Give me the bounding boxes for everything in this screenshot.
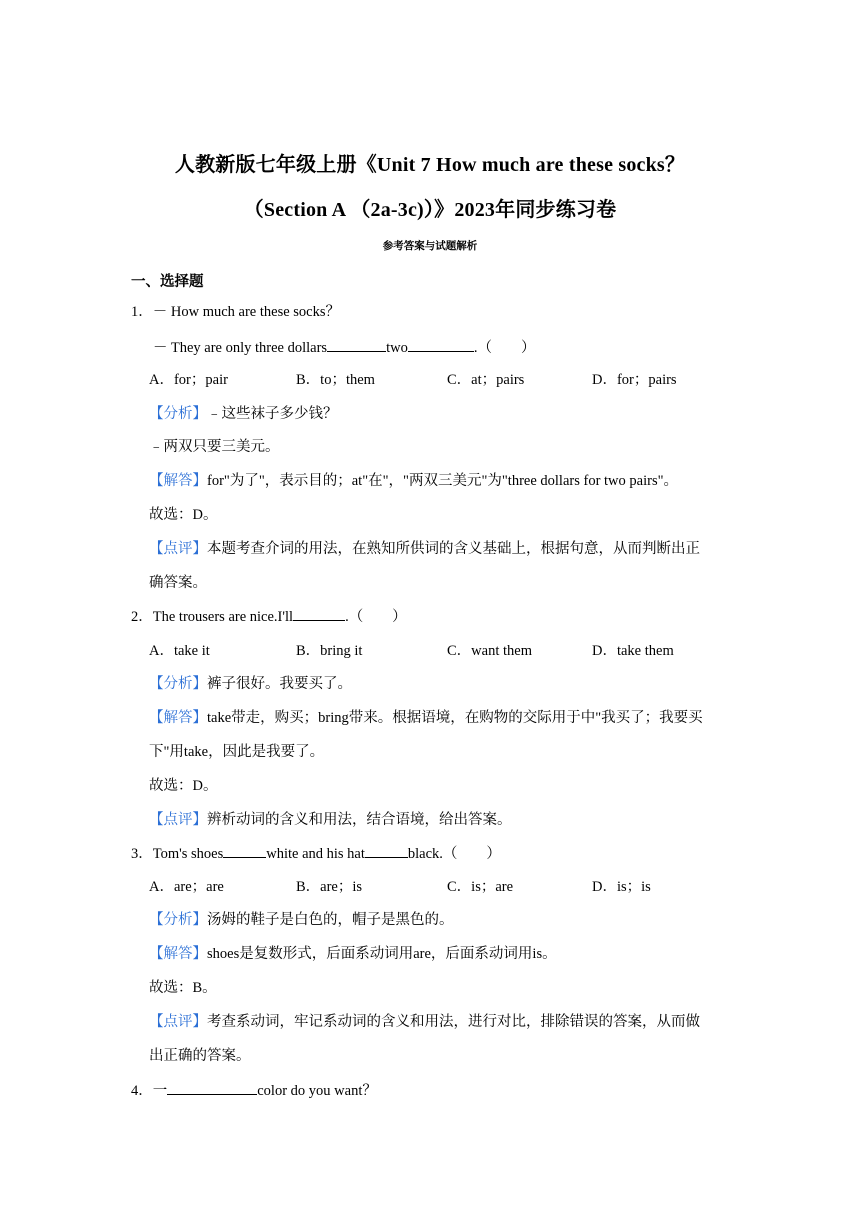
choice-text: 故选：B。 bbox=[149, 980, 217, 996]
comment-line bbox=[149, 1012, 700, 1032]
question-number: 2． bbox=[131, 609, 153, 625]
question-number: 1． bbox=[131, 304, 153, 320]
answer-blank bbox=[327, 337, 386, 352]
document-subtitle: 参考答案与试题解析 bbox=[382, 241, 478, 252]
analysis-label: 【分析】 bbox=[149, 406, 207, 422]
question-text: － They are only three dollars bbox=[153, 340, 328, 356]
option-d: D．for；pairs bbox=[592, 372, 677, 388]
comment-text: 辨析动词的含义和用法，结合语境，给出答案。 bbox=[207, 812, 512, 828]
analysis-text: 汤姆的鞋子是白色的，帽子是黑色的。 bbox=[207, 912, 454, 928]
option-a: A．take it bbox=[149, 643, 210, 659]
option-b: B．are；is bbox=[296, 879, 363, 895]
analysis-line bbox=[149, 674, 352, 694]
question-text: two bbox=[386, 340, 408, 356]
analysis-label: 【分析】 bbox=[149, 676, 207, 692]
answer-label: 【解答】 bbox=[149, 473, 207, 489]
answer-blank bbox=[223, 843, 266, 858]
section-heading: 一、选择题 bbox=[131, 274, 204, 290]
analysis-text: ﹣这些袜子多少钱？ bbox=[207, 406, 338, 422]
answer-blank bbox=[167, 1080, 257, 1095]
comment-line bbox=[149, 810, 512, 830]
question-stem bbox=[131, 1080, 377, 1101]
answer-label: 【解答】 bbox=[149, 710, 207, 726]
question-text: .（ ） bbox=[473, 340, 536, 356]
answer-line bbox=[149, 471, 678, 491]
question-text: － How much are these socks？ bbox=[152, 304, 340, 320]
analysis-label: 【分析】 bbox=[149, 912, 207, 928]
option-c: C．want them bbox=[447, 643, 532, 659]
question-text: white and his hat bbox=[266, 846, 365, 862]
question-text: .（ ） bbox=[345, 609, 407, 625]
analysis-line bbox=[149, 404, 338, 424]
answer-text: for"为了"，表示目的；at"在"，"两双三美元"为"three dollars for two pairs"。 bbox=[207, 473, 679, 489]
option-d: D．take them bbox=[592, 643, 674, 659]
answer-blank bbox=[293, 606, 345, 621]
option-d: D．is；is bbox=[592, 879, 651, 895]
question-text: color do you want？ bbox=[257, 1083, 377, 1099]
question-text: Tom's shoes bbox=[152, 846, 224, 862]
answer-line bbox=[149, 944, 557, 964]
option-c: C．is；are bbox=[447, 879, 514, 895]
question-text: The trousers are nice.I'll bbox=[152, 609, 294, 625]
choice-text: 故选：D。 bbox=[149, 778, 218, 794]
comment-text: 考查系动词，牢记系动词的含义和用法，进行对比，排除错误的答案，从而做 bbox=[207, 1014, 700, 1030]
option-a: A．for；pair bbox=[149, 372, 228, 388]
answer-blank bbox=[408, 337, 474, 352]
question-text: 一 bbox=[152, 1083, 168, 1099]
comment-text: 出正确的答案。 bbox=[149, 1048, 251, 1064]
option-b: B．bring it bbox=[296, 643, 363, 659]
comment-text: 本题考查介词的用法，在熟知所供词的含义基础上，根据句意，从而判断出正 bbox=[207, 541, 700, 557]
question-stem bbox=[131, 606, 407, 627]
answer-label: 【解答】 bbox=[149, 946, 207, 962]
question-stem bbox=[131, 302, 340, 322]
answer-text: shoes是复数形式，后面系动词用are，后面系动词用is。 bbox=[207, 946, 557, 962]
analysis-line bbox=[149, 910, 454, 930]
answer-line bbox=[149, 708, 703, 728]
question-number: 3． bbox=[131, 846, 153, 862]
answer-blank bbox=[365, 843, 408, 858]
question-number: 4． bbox=[131, 1083, 153, 1099]
choice-text: 故选：D。 bbox=[149, 507, 218, 523]
option-b: B．to；them bbox=[296, 372, 375, 388]
comment-label: 【点评】 bbox=[149, 1014, 207, 1030]
question-stem-line-2 bbox=[153, 337, 535, 358]
analysis-text: 裤子很好。我要买了。 bbox=[207, 676, 352, 692]
analysis-text: ﹣两双只要三美元。 bbox=[149, 439, 280, 455]
answer-text: 下"用take，因此是我要了。 bbox=[149, 744, 325, 760]
question-stem bbox=[131, 843, 501, 864]
comment-label: 【点评】 bbox=[149, 541, 207, 557]
comment-text: 确答案。 bbox=[149, 575, 207, 591]
comment-line bbox=[149, 539, 700, 559]
document-title-line-2: （Section A （2a-3c)）》2023年同步练习卷 bbox=[243, 199, 617, 221]
option-a: A．are；are bbox=[149, 879, 224, 895]
question-text: black.（ ） bbox=[407, 846, 501, 862]
document-title-line-1: 人教新版七年级上册《Unit 7 How much are these socks？ bbox=[174, 154, 686, 176]
comment-label: 【点评】 bbox=[149, 812, 207, 828]
option-c: C．at；pairs bbox=[447, 372, 525, 388]
answer-text: take带走，购买；bring带来。根据语境，在购物的交际用于中"我买了；我要买 bbox=[207, 710, 703, 726]
